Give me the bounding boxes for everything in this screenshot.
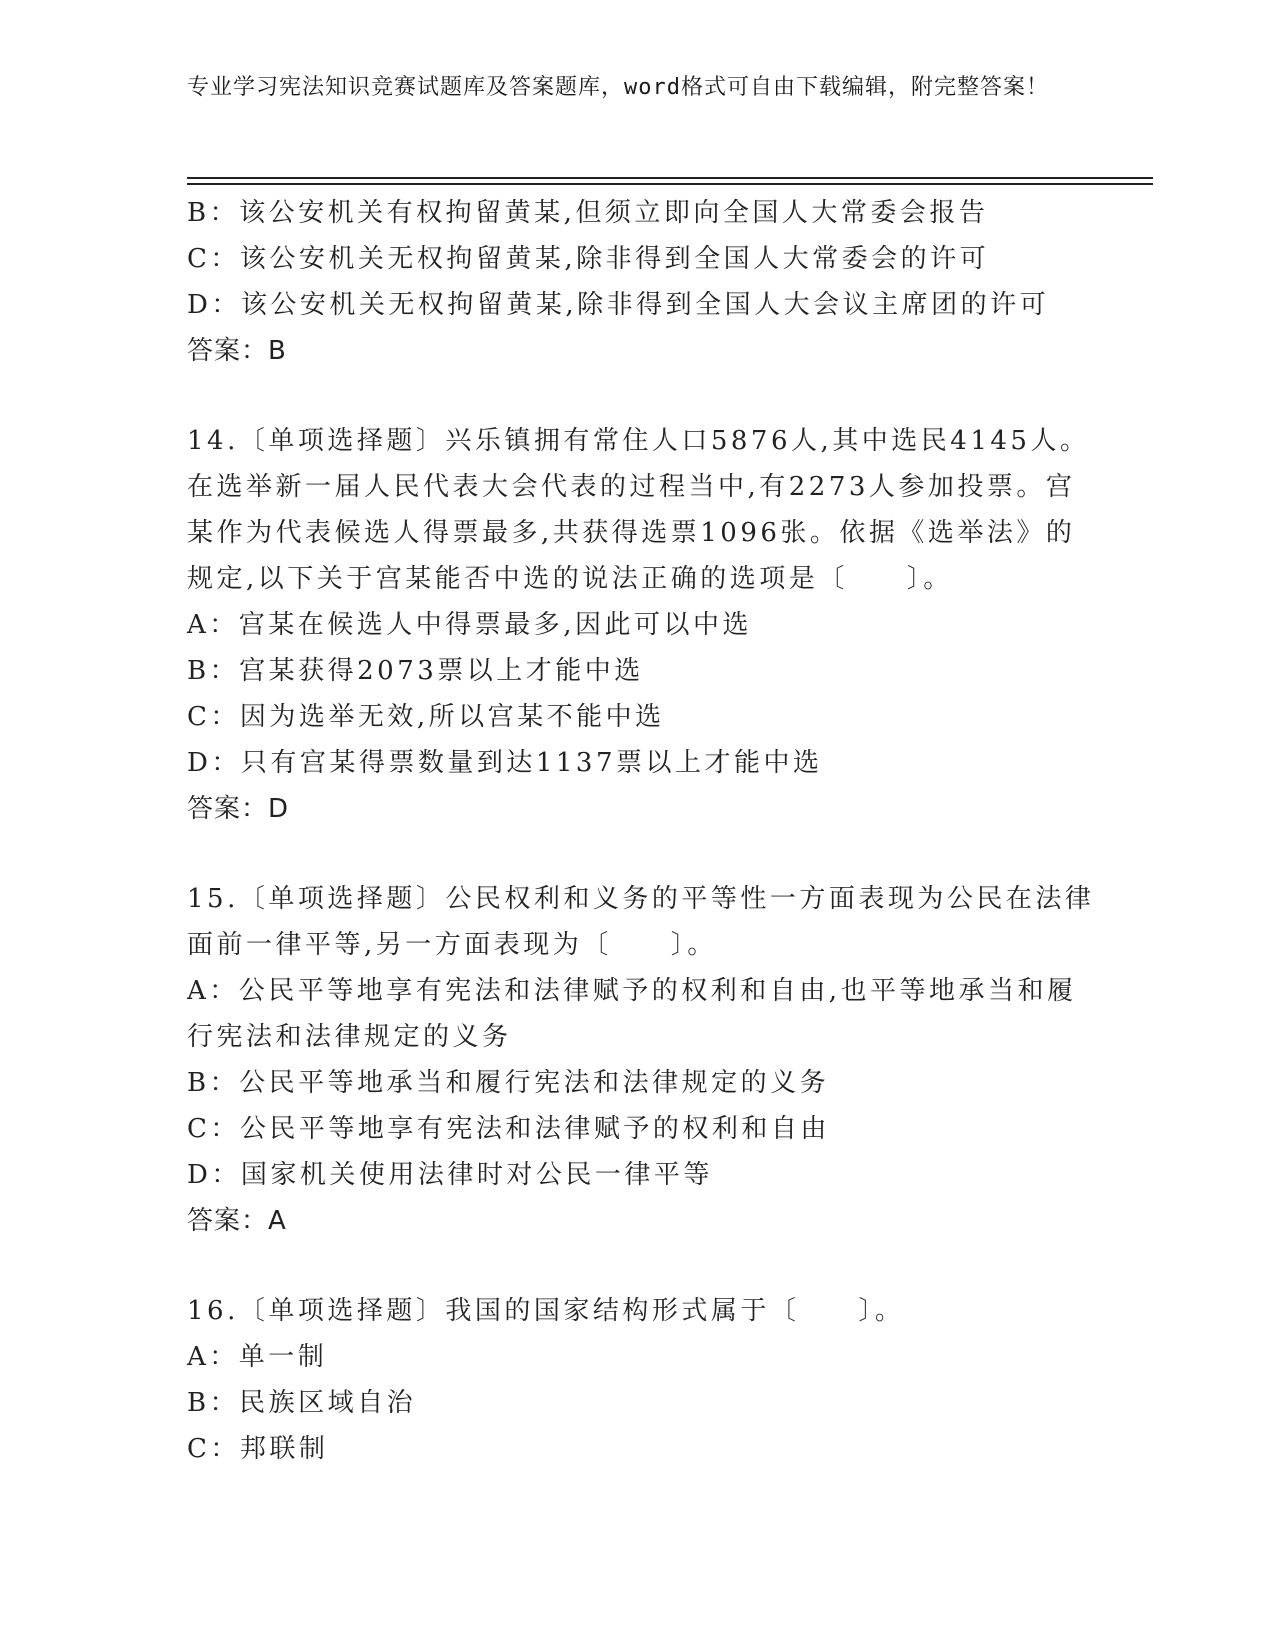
question-13-block xyxy=(187,190,1087,374)
q16-option-c: C：邦联制 xyxy=(187,1434,329,1464)
q14-answer: 答案：D xyxy=(187,794,290,824)
question-16-block xyxy=(187,1288,1087,1472)
q14-stem-line-3: 某作为代表候选人得票最多,共获得选票1096张。依据《选举法》的 xyxy=(187,518,1076,548)
document-header xyxy=(187,72,1067,103)
header-rule-top xyxy=(187,177,1153,179)
q13-option-c: C：该公安机关无权拘留黄某,除非得到全国人大常委会的许可 xyxy=(187,244,990,274)
q13-option-b: B：该公安机关有权拘留黄某,但须立即向全国人大常委会报告 xyxy=(187,198,989,228)
spacer xyxy=(187,832,1087,876)
q14-option-a: A：宫某在候选人中得票最多,因此可以中选 xyxy=(187,610,753,640)
q15-option-a-line-2: 行宪法和法律规定的义务 xyxy=(187,1022,512,1052)
q16-stem-line-1: 16.〔单项选择题〕我国的国家结构形式属于〔 〕。 xyxy=(187,1296,905,1326)
q15-stem-line-1: 15.〔单项选择题〕公民权利和义务的平等性一方面表现为公民在法律 xyxy=(187,884,1095,914)
question-14-block xyxy=(187,418,1090,832)
q16-option-b: B：民族区域自治 xyxy=(187,1388,417,1418)
q14-stem-line-1: 14.〔单项选择题〕兴乐镇拥有常住人口5876人,其中选民4145人。 xyxy=(187,426,1090,456)
q15-option-d: D：国家机关使用法律时对公民一律平等 xyxy=(187,1160,713,1190)
spacer xyxy=(187,374,1087,418)
q15-option-b: B：公民平等地承当和履行宪法和法律规定的义务 xyxy=(187,1068,830,1098)
q15-option-c: C：公民平等地享有宪法和法律赋予的权利和自由 xyxy=(187,1114,830,1144)
q14-option-c: C：因为选举无效,所以宫某不能中选 xyxy=(187,702,665,732)
q14-stem-line-4: 规定,以下关于宫某能否中选的说法正确的选项是〔 〕。 xyxy=(187,564,953,594)
q13-option-d: D：该公安机关无权拘留黄某,除非得到全国人大会议主席团的许可 xyxy=(187,290,1050,320)
q14-option-b: B：宫某获得2073票以上才能中选 xyxy=(187,656,644,686)
spacer xyxy=(187,1244,1087,1288)
q13-answer: 答案：B xyxy=(187,336,287,366)
q14-stem-line-2: 在选举新一届人民代表大会代表的过程当中,有2273人参加投票。宫 xyxy=(187,472,1076,502)
q15-stem-line-2: 面前一律平等,另一方面表现为〔 〕。 xyxy=(187,930,717,960)
q16-option-a: A：单一制 xyxy=(187,1342,328,1372)
question-content xyxy=(187,190,1095,1472)
header-text: 专业学习宪法知识竞赛试题库及答案题库，word格式可自由下载编辑，附完整答案！ xyxy=(187,75,1049,100)
question-15-block xyxy=(187,876,1095,1244)
header-rule-bottom xyxy=(187,183,1153,185)
q14-option-d: D：只有宫某得票数量到达1137票以上才能中选 xyxy=(187,748,823,778)
q15-option-a-line-1: A：公民平等地享有宪法和法律赋予的权利和自由,也平等地承当和履 xyxy=(187,976,1077,1006)
q15-answer: 答案：A xyxy=(187,1206,287,1236)
